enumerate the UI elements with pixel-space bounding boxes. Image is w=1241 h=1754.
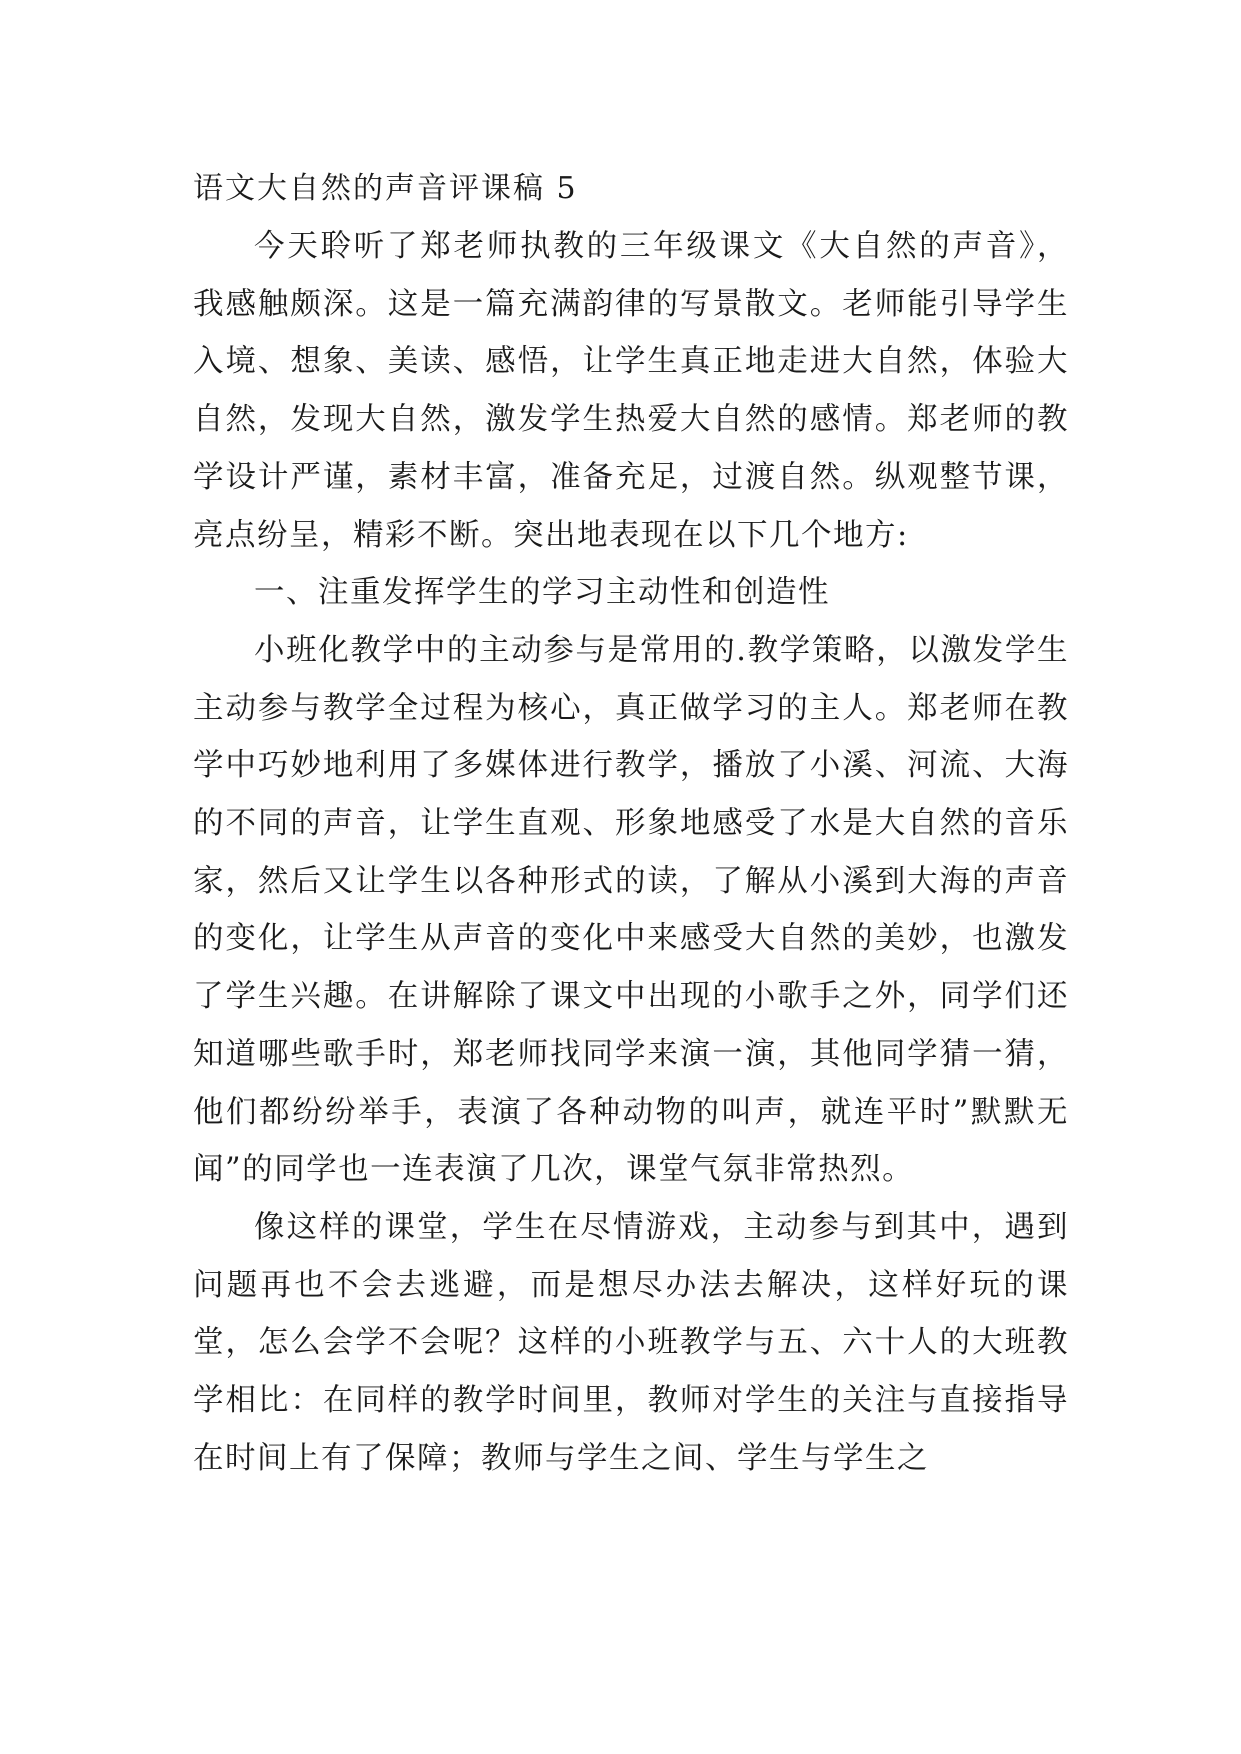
paragraph-section-1: 小班化教学中的主动参与是常用的.教学策略，以激发学生主动参与教学全过程为核心，真正做学习的主人。郑老师在教学中巧妙地利用了多媒体进行教学，播放了小溪、河流、大海的不同的声音，让学生直观、形象地感受了水是大自然的音乐家，然后又让学生以各种形式的读，了解从小溪到大海的声音的变化，让学生从声音的变化中来感受大自然的美妙，也激发了学生兴趣。在讲解除了课文中出现的小歌手之外，同学们还知道哪些歌手时，郑老师找同学来演一演，其他同学猜一猜，他们都纷纷举手，表演了各种动物的叫声，就连平时”默默无闻”的同学也一连表演了几次，课堂气氛非常热烈。 bbox=[193, 632, 1069, 1188]
section-heading: 一、注重发挥学生的学习主动性和创造性 bbox=[254, 575, 830, 611]
paragraph-section-2: 像这样的课堂，学生在尽情游戏，主动参与到其中，遇到问题再也不会去逃避，而是想尽办法去解决，这样好玩的课堂，怎么会学不会呢？这样的小班教学与五、六十人的大班教学相比：在同样的教学时间里，教师对学生的关注与直接指导在时间上有了保障；教师与学生之间、学生与学生之 bbox=[193, 1209, 1069, 1476]
document-body bbox=[193, 218, 1069, 1487]
paragraph-intro: 今天聆听了郑老师执教的三年级课文《大自然的声音》，我感触颇深。这是一篇充满韵律的写景散文。老师能引导学生入境、想象、美读、感悟，让学生真正地走进大自然，体验大自然，发现大自然，激发学生热爱大自然的感情。郑老师的教学设计严谨，素材丰富，准备充足，过渡自然。纵观整节课，亮点纷呈，精彩不断。突出地表现在以下几个地方: bbox=[193, 229, 1069, 553]
document-title: 语文大自然的声音评课稿 5 bbox=[193, 171, 578, 206]
